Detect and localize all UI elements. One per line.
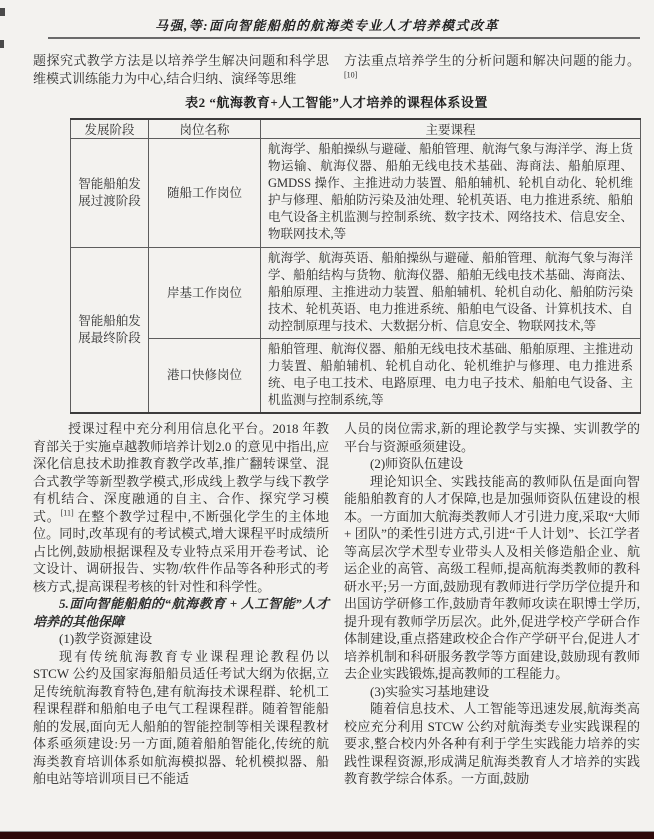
table-row	[71, 247, 641, 338]
cell-stage-transition: 智能船舶发展过渡阶段	[71, 139, 149, 248]
bottom-dark-bar	[0, 832, 654, 839]
cell-position-onboard: 随船工作岗位	[149, 139, 261, 248]
page-content	[33, 52, 640, 788]
section-heading-5: 5.面向智能船舶的“航海教育 + 人工智能”人才培养的其他保障	[33, 596, 329, 629]
right-paragraph-2: 理论知识全、实践技能高的教师队伍是面向智能船舶教育的人才保障,也是加强师资队伍建设的根本。一方面加大航海类教师人才引进力度,采取“大师 + 团队”的柔性引进方式,引进“千人计划”、长江学者等高层次学术型专业带头人及相关修造船企业、航运企业的高管、高级工程师,提高航海类教师的教科研水平;另一方面,鼓励现有教师进行学历学位提升和出国访学研修工作,鼓励青年教师攻读在职博士学历,提升现有教师学历层次。此外,促进学校产学研合作体制建设,重点搭建政校企合作产学研平台,促进人才培养机制和科研服务教学等方面建设,鼓励现有教师去企业实践锻炼,提高教师的工程能力。	[344, 473, 640, 682]
scan-artifact-mark	[0, 40, 4, 48]
left-paragraph-1-text-b: 在整个教学过程中,不断强化学生的主体地位。同时,改革现有的考试模式,增大课程平时成绩所占比例,鼓励根据课程及专业特点采用开卷考试、论文设计、调研报告、实物/软件作品等各种形式的考核方式,提高课程考核的针对性和科学性。	[33, 508, 329, 594]
cell-stage-final: 智能船舶发展最终阶段	[71, 247, 149, 413]
subheading-2: (2)师资队伍建设	[370, 456, 464, 472]
citation-ref-11: [11]	[60, 508, 74, 518]
left-paragraph-1-text-a: 授课过程中充分利用信息化平台。2018 年教育部关于实施卓越教师培养计划2.0 的意见中指出,应深化信息技术助推教育教学改革,推广翻转课堂、混合式教学等新型教学模式,形成线上教学与线下教学有机结合、深度融通的自主、合作、探究学习模式。	[33, 421, 329, 524]
subheading-3: (3)实验实习基地建设	[370, 683, 490, 699]
cell-courses-port: 船舶管理、航海仪器、船舶无线电技术基础、船舶原理、主推进动力装置、船舶辅机、轮机自动化、轮机维护与修理、电力推进系统、电子电工技术、电路原理、电力电子技术、船舶电气设备、主机监测与控制系统,等	[261, 339, 641, 414]
left-paragraph-2: 现有传统航海教育专业课程理论教程仍以STCW 公约及国家海船船员适任考试大纲为依据,立足传统航海教育特色,建有航海技术课程群、轮机工程课程群和船舶电子电气工程课程群。随着智能船舶的发展,面向无人船舶的智能控制等相关课程教材体系亟须建设:另一方面,随着船舶智能化,传统的航海类教育培训体系如航海模拟器、轮机模拟器、船舶电站等培训项目已不能适	[33, 648, 329, 787]
body-right-column	[344, 420, 640, 788]
intro-right-paragraph	[344, 52, 640, 87]
table-block	[33, 92, 640, 414]
subheading-1: (1)教学资源建设	[59, 631, 153, 647]
header-cell-stage: 发展阶段	[71, 119, 149, 139]
cell-courses-onboard: 航海学、船舶操纵与避碰、船舶管理、航海气象与海洋学、海上货物运输、航海仪器、船舶无线电技术基础、海商法、船舶原理、GMDSS 操作、主推进动力装置、船舶辅机、轮机自动化、轮机维护与修理、船舶防污染及油处理、轮机英语、电力推进系统、船舶电气设备主机监测与控制系统、数字技术、网络技术、信息安全、物联网技术,等	[261, 139, 641, 248]
header-rule	[48, 37, 640, 39]
left-paragraph-1	[33, 420, 329, 595]
body-section	[33, 420, 640, 788]
intro-left-paragraph: 题探究式教学方法是以培养学生解决问题和科学思维模式训练能力为中心,结合归纳、演绎等思维	[33, 53, 329, 86]
citation-ref-10: [10]	[344, 70, 358, 80]
intro-left-column	[33, 52, 329, 87]
header-cell-courses: 主要课程	[261, 119, 641, 139]
header-cell-position: 岗位名称	[149, 119, 261, 139]
table-caption: 表2 “航海教育+人工智能”人才培养的课程体系设置	[185, 95, 488, 110]
running-header-title: 马强,等:面向智能船舶的航海类专业人才培养模式改革	[154, 18, 500, 33]
right-paragraph-3: 随着信息技术、人工智能等迅速发展,航海类高校应充分利用 STCW 公约对航海类专业实践课程的要求,整合校内外各种有利于学生实践能力培养的实践性课程资源,形成满足航海类教育人才培养的实践教育教学综合体系。一方面,鼓励	[344, 701, 640, 787]
table-header-row	[71, 119, 641, 139]
table-row	[71, 339, 641, 414]
intro-right-text: 方法重点培养学生的分析问题和解决问题的能力。	[344, 53, 640, 68]
intro-right-column	[344, 52, 640, 87]
body-left-column	[33, 420, 329, 788]
cell-courses-shore: 航海学、航海英语、船舶操纵与避碰、船舶管理、航海气象与海洋学、船舶结构与货物、航海仪器、船舶无线电技术基础、海商法、船舶原理、主推进动力装置、船舶辅机、轮机自动化、船舶防污染技术、轮机英语、电力推进系统、船舶电气设备、计算机技术、自动控制原理与技术、大数据分析、信息安全、物联网技术,等	[261, 247, 641, 338]
intro-section	[33, 52, 640, 87]
cell-position-port: 港口快修岗位	[149, 339, 261, 414]
right-paragraph-1: 人员的岗位需求,新的理论教学与实操、实训教学的平台与资源亟须建设。	[344, 421, 640, 454]
cell-position-shore: 岸基工作岗位	[149, 247, 261, 338]
table-row	[71, 139, 641, 248]
course-table	[70, 118, 641, 414]
